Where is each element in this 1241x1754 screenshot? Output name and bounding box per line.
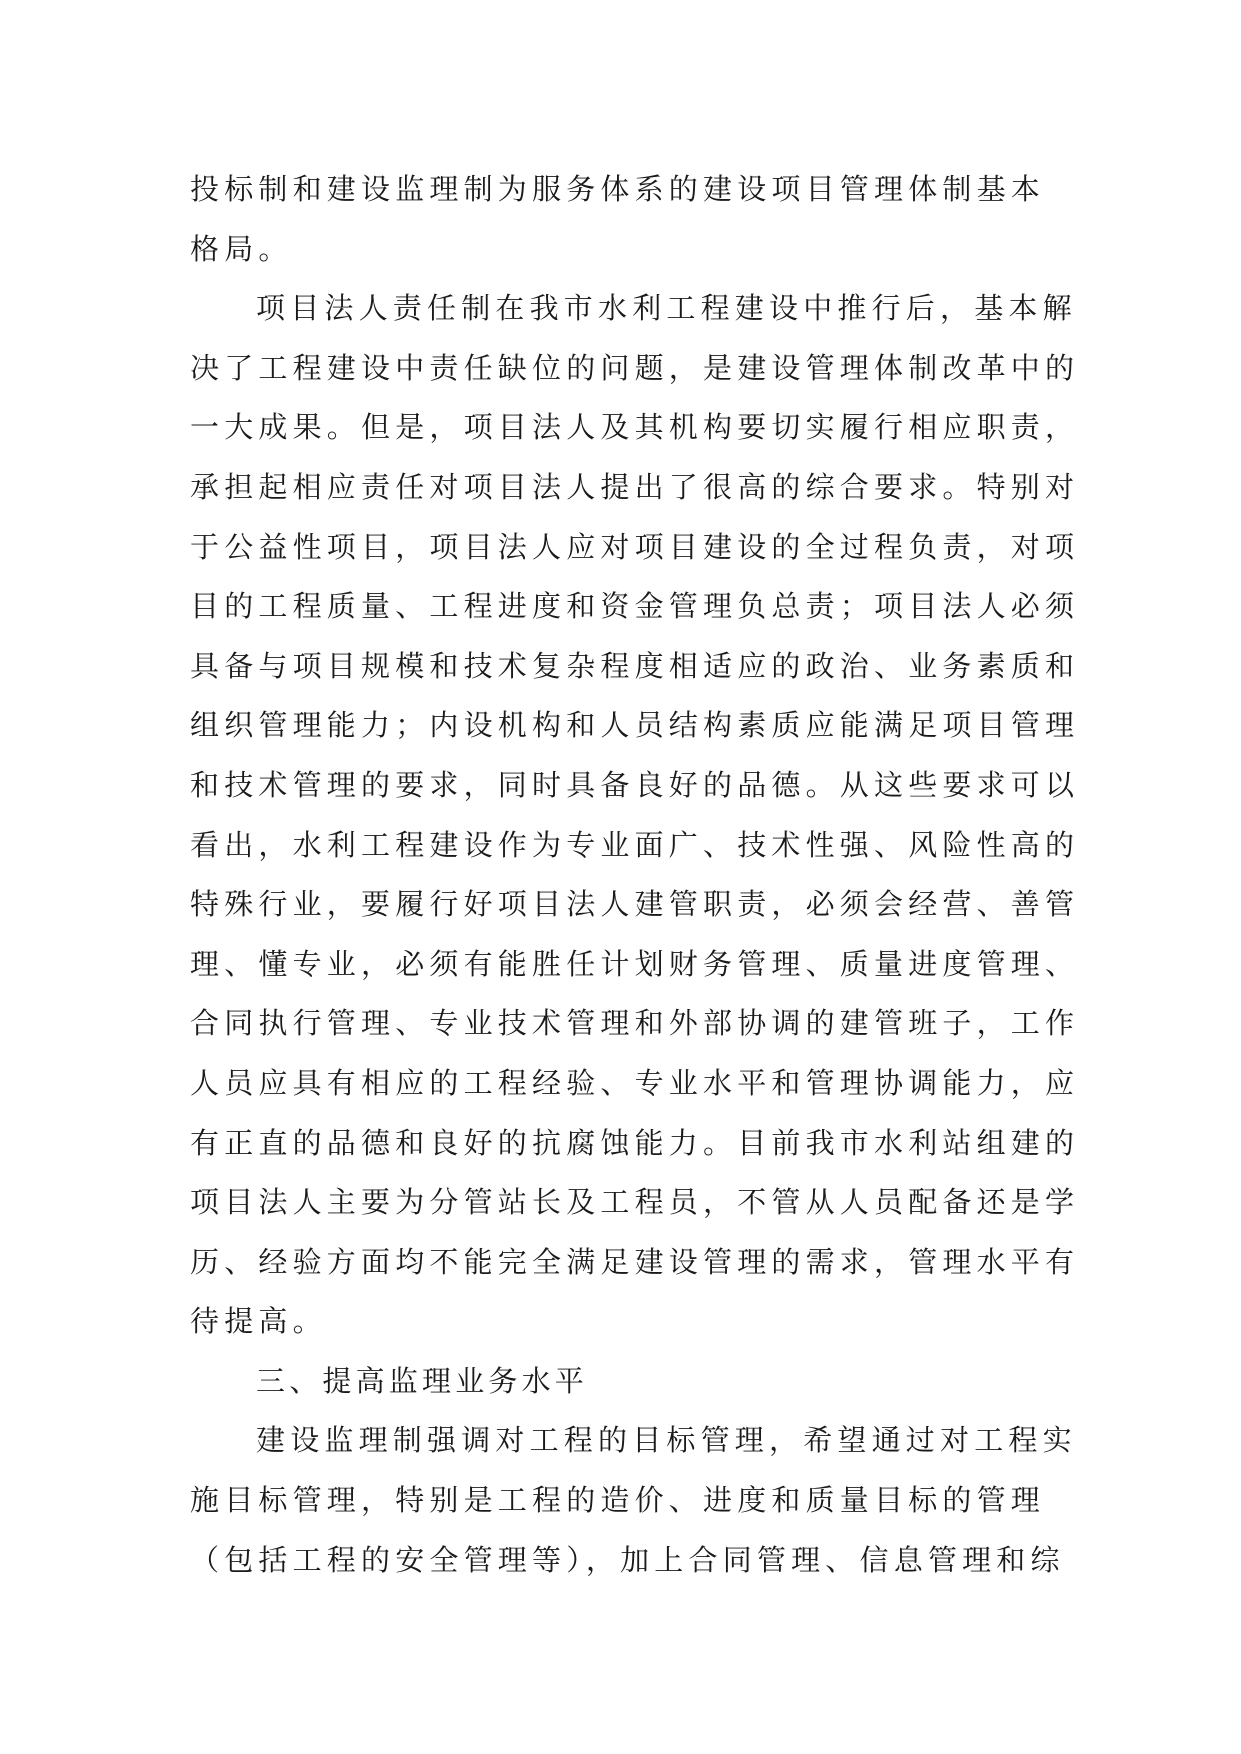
text-line: 决了工程建设中责任缺位的问题，是建设管理体制改革中的: [190, 350, 1080, 385]
paragraph-first-line: 项目法人责任制在我市水利工程建设中推行后，基本解: [256, 291, 1077, 326]
text-line: 历、经验方面均不能完全满足建设管理的需求，管理水平有: [190, 1244, 1080, 1279]
section-heading: 三、提高监理业务水平: [256, 1363, 589, 1398]
document-body: [190, 160, 1080, 1590]
text-line: 具备与项目规模和技术复杂程度相适应的政治、业务素质和: [190, 648, 1080, 683]
text-line: 投标制和建设监理制为服务体系的建设项目管理体制基本: [190, 172, 1046, 206]
text-line: 格局。: [190, 231, 293, 266]
paragraph-first-line: 建设监理制强调对工程的目标管理，希望通过对工程实: [256, 1423, 1077, 1458]
text-line: 看出，水利工程建设作为专业面广、技术性强、风险性高的: [190, 827, 1080, 862]
text-line: 特殊行业，要履行好项目法人建管职责，必须会经营、善管: [190, 887, 1080, 922]
text-line: 项目法人主要为分管站长及工程员，不管从人员配备还是学: [190, 1185, 1080, 1220]
text-line: 组织管理能力；内设机构和人员结构素质应能满足项目管理: [190, 708, 1080, 743]
text-line: 有正直的品德和良好的抗腐蚀能力。目前我市水利站组建的: [190, 1125, 1080, 1160]
text-line: 于公益性项目，项目法人应对项目建设的全过程负责，对项: [190, 529, 1080, 564]
text-line: 合同执行管理、专业技术管理和外部协调的建管班子，工作: [190, 1006, 1080, 1041]
text-line: （包括工程的安全管理等），加上合同管理、信息管理和综: [190, 1542, 1065, 1577]
text-line: 承担起相应责任对项目法人提出了很高的综合要求。特别对: [190, 469, 1080, 504]
text-line: 人员应具有相应的工程经验、专业水平和管理协调能力，应: [190, 1065, 1080, 1100]
text-line: 理、懂专业，必须有能胜任计划财务管理、质量进度管理、: [190, 946, 1080, 981]
text-line: 一大成果。但是，项目法人及其机构要切实履行相应职责，: [190, 410, 1080, 445]
text-line: 目的工程质量、工程进度和资金管理负总责；项目法人必须: [190, 589, 1080, 624]
text-line: 施目标管理，特别是工程的造价、进度和质量目标的管理: [190, 1483, 1046, 1518]
text-line: 待提高。: [190, 1304, 327, 1339]
text-line: 和技术管理的要求，同时具备良好的品德。从这些要求可以: [190, 767, 1080, 802]
